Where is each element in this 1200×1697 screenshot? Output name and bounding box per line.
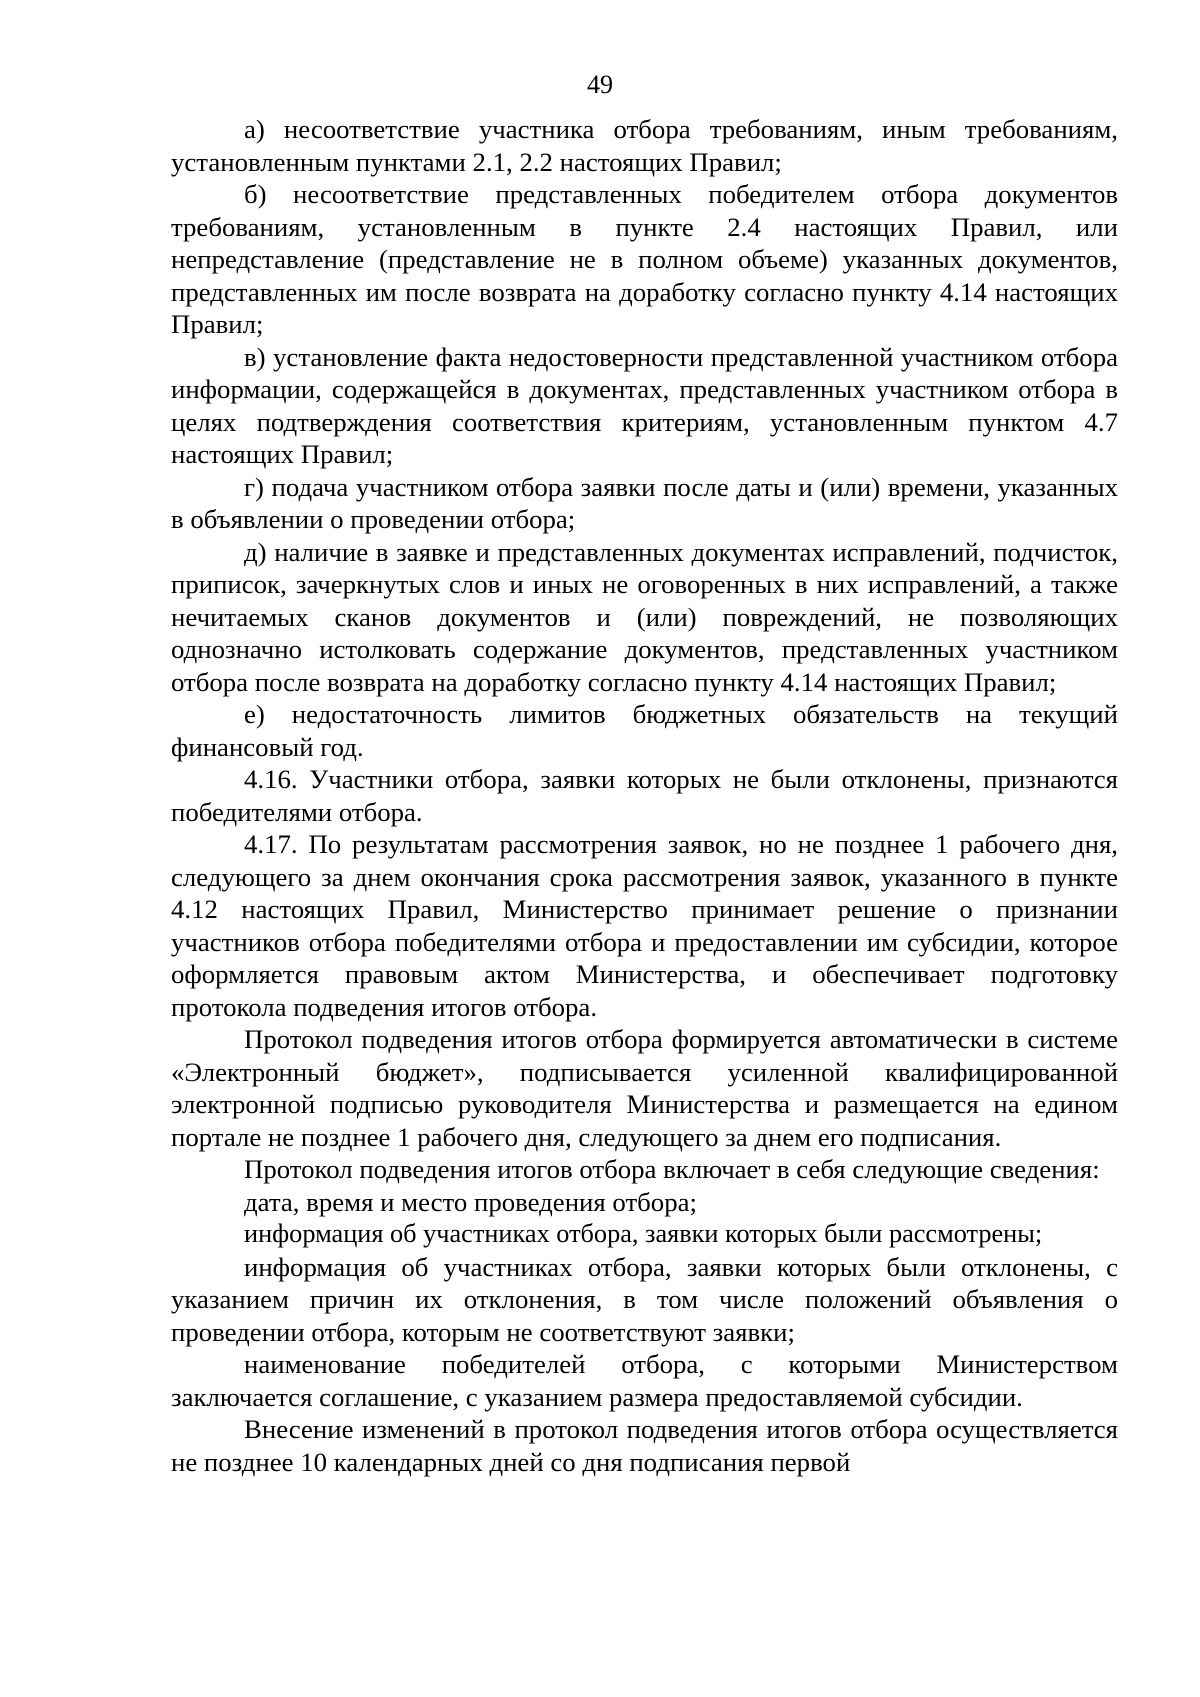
paragraph-protocol-changes: Внесение изменений в протокол подведения итогов отбора осуществляется не позднее 10 календарных дней со дня подписания первой xyxy=(171,1414,1118,1477)
document-body xyxy=(171,113,1118,1478)
paragraph-item-v: в) установление факта недостоверности представленной участником отбора информации, содержащейся в документах, представленных участником отбора в целях подтверждения соответствия критериям, установленным пунктом 4.7 настоящих Правил; xyxy=(171,341,1118,469)
paragraph-clause-4-16: 4.16. Участники отбора, заявки которых не были отклонены, признаются победителями отбора. xyxy=(171,764,1118,827)
paragraph-clause-4-17: 4.17. По результатам рассмотрения заявок, но не позднее 1 рабочего дня, следующего за днем окончания срока рассмотрения заявок, указанного в пункте 4.12 настоящих Правил, Министерство принимает решение о признании участников отбора победителями отбора и предоставлении им субсидии, которое оформляется правовым актом Министерства, и обеспечивает подготовку протокола подведения итогов отбора. xyxy=(171,829,1118,1022)
list-item-date-time-place: дата, время и место проведения отбора; xyxy=(244,1186,697,1217)
paragraph-protocol-formation: Протокол подведения итогов отбора формируется автоматически в системе «Электронный бюджет», подписывается усиленной квалифицированной электронной подписью руководителя Министерства и размещается на едином портале не позднее 1 рабочего дня, следующего за днем его подписания. xyxy=(171,1024,1118,1152)
paragraph-item-b: б) несоответствие представленных победителем отбора документов требованиям, установленным в пункте 2.4 настоящих Правил, или непредставление (представление не в полном объеме) указанных документов, представленных им после возврата на доработку согласно пункту 4.14 настоящих Правил; xyxy=(171,179,1118,339)
list-item-rejected-participants: информация об участниках отбора, заявки которых были отклонены, с указанием причин их отклонения, в том числе положений объявления о проведении отбора, которым не соответствуют заявки; xyxy=(171,1251,1118,1347)
page-number: 49 xyxy=(587,70,613,99)
paragraph-item-e: е) недостаточность лимитов бюджетных обязательств на текущий финансовый год. xyxy=(171,699,1118,762)
list-item-reviewed-participants: информация об участниках отбора, заявки которых были рассмотрены; xyxy=(244,1219,1043,1248)
list-item-winners: наименование победителей отбора, с которыми Министерством заключается соглашение, с указанием размера предоставляемой субсидии. xyxy=(171,1349,1118,1412)
paragraph-protocol-contents: Протокол подведения итогов отбора включает в себя следующие сведения: xyxy=(244,1154,1100,1184)
paragraph-item-g: г) подача участником отбора заявки после даты и (или) времени, указанных в объявлении о проведении отбора; xyxy=(171,471,1118,534)
paragraph-item-d: д) наличие в заявке и представленных документах исправлений, подчисток, приписок, зачеркнутых слов и иных не оговоренных в них исправлений, а также нечитаемых сканов документов и (или) повреждений, не позволяющих однозначно истолковать содержание документов, представленных участником отбора после возврата на доработку согласно пункту 4.14 настоящих Правил; xyxy=(171,536,1118,697)
paragraph-item-a: а) несоответствие участника отбора требованиям, иным требованиям, установленным пунктами 2.1, 2.2 настоящих Правил; xyxy=(171,114,1118,177)
